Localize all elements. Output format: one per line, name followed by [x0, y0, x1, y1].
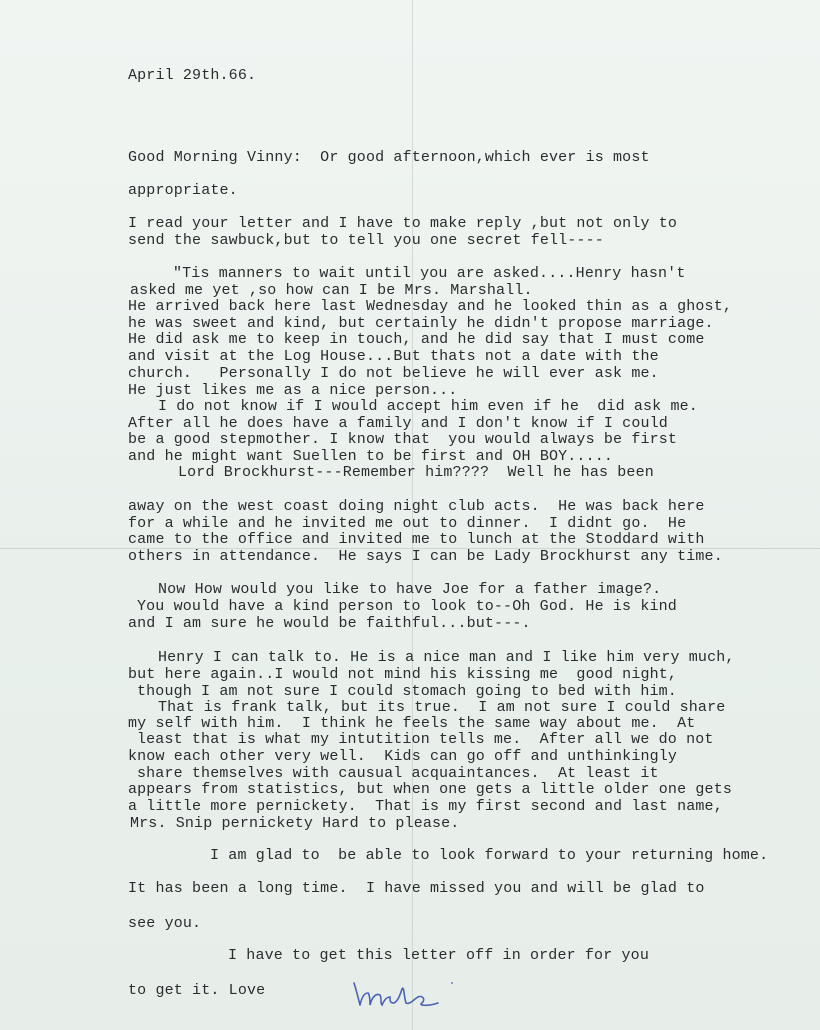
body-line: He arrived back here last Wednesday and he looked thin as a ghost, [128, 298, 732, 315]
body-line: He did ask me to keep in touch, and he did say that I must come [128, 331, 705, 348]
letter-date: April 29th.66. [128, 67, 257, 84]
body-line: I am glad to be able to look forward to your returning home. [210, 847, 769, 864]
body-line: send the sawbuck,but to tell you one secret fell---- [128, 232, 604, 249]
body-line: for a while and he invited me out to dinner. I didnt go. He [128, 515, 687, 532]
body-line: asked me yet ,so how can I be Mrs. Marshall. [130, 282, 533, 299]
body-line: but here again..I would not mind his kissing me good night, [128, 666, 678, 683]
body-line: Mrs. Snip pernickety Hard to please. [130, 815, 460, 832]
salutation-line: Good Morning Vinny: Or good afternoon,which ever is most [128, 149, 650, 166]
body-line: my self with him. I think he feels the same way about me. At [128, 715, 696, 732]
body-line: a little more pernickety. That is my first second and last name, [128, 798, 723, 815]
body-line: know each other very well. Kids can go off and unthinkingly [128, 748, 678, 765]
body-line: others in attendance. He says I can be Lady Brockhurst any time. [128, 548, 723, 565]
body-line: came to the office and invited me to lunch at the Stoddard with [128, 531, 705, 548]
body-line: see you. [128, 915, 202, 932]
body-line: and visit at the Log House...But thats not a date with the [128, 348, 659, 365]
body-line: appears from statistics, but when one gets a little older one gets [128, 781, 732, 798]
body-line: I do not know if I would accept him even if he did ask me. [158, 398, 698, 415]
body-line: You would have a kind person to look to--Oh God. He is kind [137, 598, 677, 615]
body-line: Henry I can talk to. He is a nice man and I like him very much, [158, 649, 735, 666]
body-line: He just likes me as a nice person... [128, 382, 458, 399]
body-line: That is frank talk, but its true. I am not sure I could share [158, 699, 726, 716]
body-line: "Tis manners to wait until you are asked....Henry hasn't [173, 265, 686, 282]
body-line: I have to get this letter off in order for you [228, 947, 649, 964]
body-line: away on the west coast doing night club acts. He was back here [128, 498, 705, 515]
body-line: though I am not sure I could stomach going to bed with him. [137, 683, 677, 700]
closing-line: to get it. Love [128, 982, 266, 999]
body-line: he was sweet and kind, but certainly he didn't propose marriage. [128, 315, 714, 332]
body-line: least that is what my intutition tells me. After all we do not [137, 731, 714, 748]
body-line: It has been a long time. I have missed you and will be glad to [128, 880, 705, 897]
body-line: and I am sure he would be faithful...but---. [128, 615, 531, 632]
body-line: appropriate. [128, 182, 238, 199]
body-line: Lord Brockhurst---Remember him???? Well he has been [178, 464, 654, 481]
body-line: After all he does have a family and I don't know if I could [128, 415, 668, 432]
handwritten-signature [350, 975, 460, 1015]
body-line: Now How would you like to have Joe for a father image?. [158, 581, 662, 598]
body-line: church. Personally I do not believe he will ever ask me. [128, 365, 659, 382]
body-line: and he might want Suellen to be first and OH BOY..... [128, 448, 614, 465]
body-line: I read your letter and I have to make reply ,but not only to [128, 215, 678, 232]
body-line: share themselves with causual acquaintances. At least it [137, 765, 659, 782]
body-line: be a good stepmother. I know that you would always be first [128, 431, 678, 448]
